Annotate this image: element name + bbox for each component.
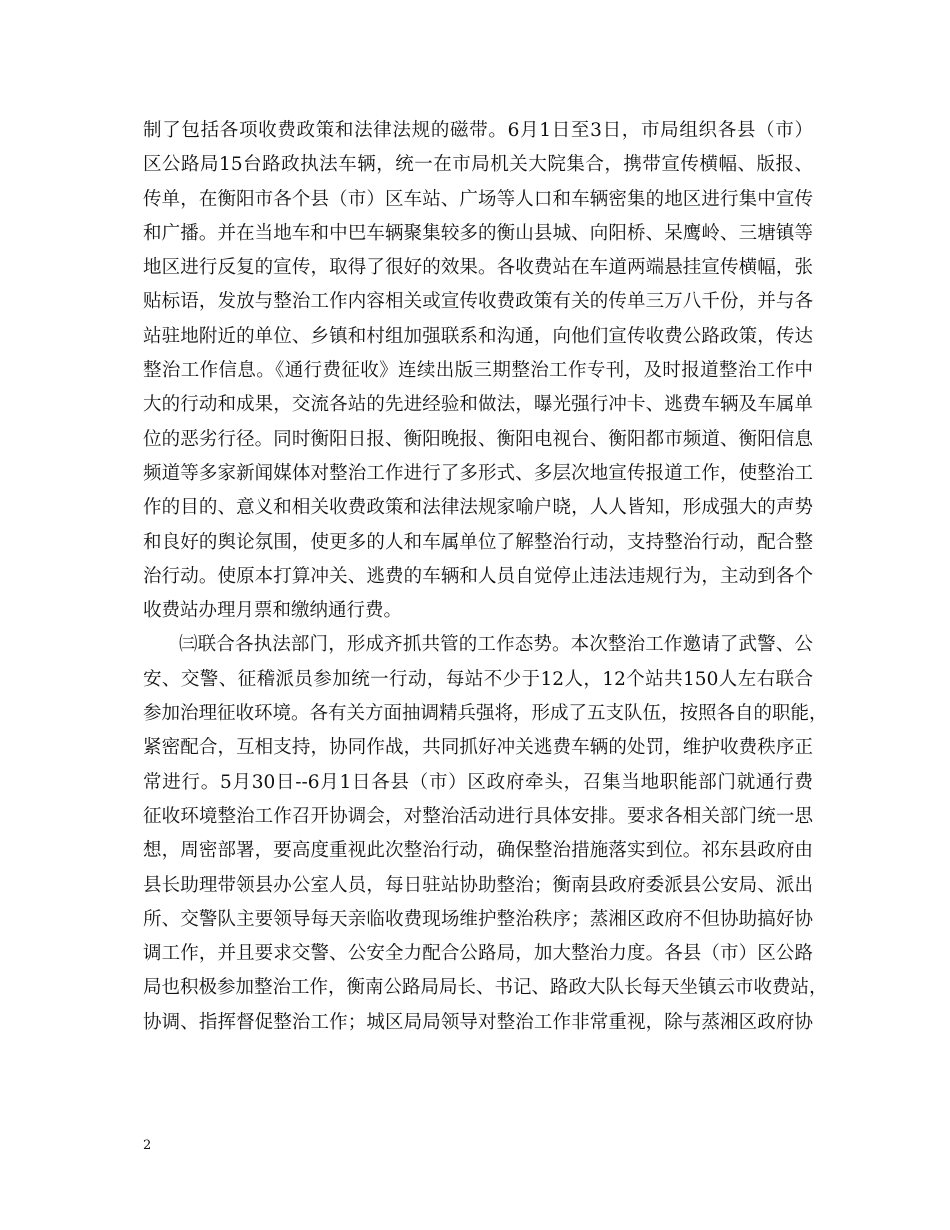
text-line: 局也积极参加整治工作，衡南公路局局长、书记、路政大队长每天坐镇云市收费站， (143, 977, 828, 999)
paragraph (143, 114, 813, 628)
text-line: 常进行。5月30日--6月1日各县（市）区政府牵头，召集当地职能部门就通行费 (143, 771, 813, 793)
text-line: 大的行动和成果，交流各站的先进经验和做法，曝光强行冲卡、逃费车辆及车属单 (143, 394, 813, 416)
text-line: 站驻地附近的单位、乡镇和村组加强联系和沟通，向他们宣传收费公路政策，传达 (143, 325, 813, 347)
text-line: 制了包括各项收费政策和法律法规的磁带。6月1日至3日，市局组织各县（市） (143, 120, 813, 141)
text-line: 贴标语，发放与整治工作内容相关或宣传收费政策有关的传单三万八千份，并与各 (143, 291, 813, 313)
text-line: 协调、指挥督促整治工作；城区局局领导对整治工作非常重视，除与蒸湘区政府协 (143, 1011, 813, 1033)
text-line: 调工作，并且要求交警、公安全力配合公路局，加大整治力度。各县（市）区公路 (143, 943, 813, 965)
text-line: 紧密配合，互相支持，协同作战，共同抓好冲关逃费车辆的处罚，维护收费秩序正 (143, 737, 813, 759)
text-line: 区公路局15台路政执法车辆，统一在市局机关大院集合，携带宣传横幅、版报、 (143, 154, 813, 176)
text-line: ㈢联合各执法部门，形成齐抓共管的工作态势。本次整治工作邀请了武警、公 (179, 634, 813, 656)
text-line: 征收环境整治工作召开协调会，对整治活动进行具体安排。要求各相关部门统一思 (143, 805, 813, 827)
text-line: 治行动。使原本打算冲关、逃费的车辆和人员自觉停止违法违规行为，主动到各个 (143, 565, 813, 587)
text-line: 县长助理带领县办公室人员，每日驻站协助整治；衡南县政府委派县公安局、派出 (143, 874, 813, 896)
text-line: 参加治理征收环境。各有关方面抽调精兵强将，形成了五支队伍，按照各自的职能， (143, 703, 828, 725)
page-number: 2 (143, 1138, 152, 1153)
text-line: 整治工作信息。《通行费征收》连续出版三期整治工作专刊，及时报道整治工作中 (143, 360, 813, 382)
text-line: 和良好的舆论氛围，使更多的人和车属单位了解整治行动，支持整治行动，配合整 (143, 531, 813, 553)
text-line: 传单，在衡阳市各个县（市）区车站、广场等人口和车辆密集的地区进行集中宣传 (143, 188, 813, 210)
text-line: 频道等多家新闻媒体对整治工作进行了多形式、多层次地宣传报道工作，使整治工 (143, 462, 813, 484)
text-line: 作的目的、意义和相关收费政策和法律法规家喻户晓，人人皆知，形成强大的声势 (143, 497, 813, 519)
text-line: 和广播。并在当地车和中巴车辆聚集较多的衡山县城、向阳桥、呆鹰岭、三塘镇等 (143, 222, 813, 244)
text-line: 收费站办理月票和缴纳通行费。 (143, 600, 403, 622)
text-line: 所、交警队主要领导每天亲临收费现场维护整治秩序；蒸湘区政府不但协助搞好协 (143, 908, 813, 930)
text-line: 想，周密部署，要高度重视此次整治行动，确保整治措施落实到位。祁东县政府由 (143, 840, 813, 862)
paragraph (143, 628, 828, 1040)
text-line: 安、交警、征稽派员参加统一行动，每站不少于12人，12个站共150人左右联合 (143, 668, 813, 690)
text-line: 地区进行反复的宣传，取得了很好的效果。各收费站在车道两端悬挂宣传横幅，张 (143, 257, 813, 279)
body-text (143, 114, 828, 1040)
text-line: 位的恶劣行径。同时衡阳日报、衡阳晚报、衡阳电视台、衡阳都市频道、衡阳信息 (143, 428, 813, 450)
